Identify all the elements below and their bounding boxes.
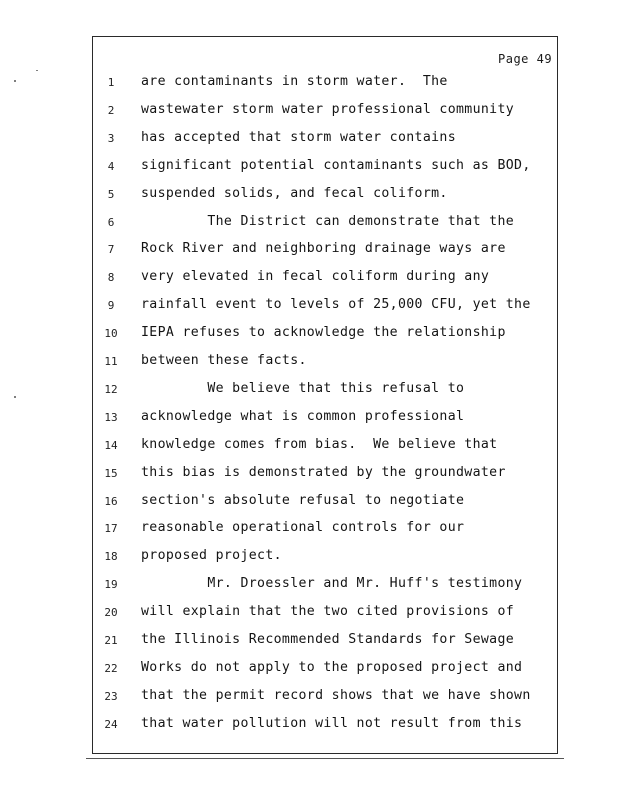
transcript-line <box>0 214 618 234</box>
line-number: 15 <box>104 466 118 480</box>
transcript-line <box>0 158 618 178</box>
transcript-line <box>0 269 618 289</box>
line-number: 19 <box>104 578 118 592</box>
line-number: 20 <box>104 606 118 620</box>
line-text: wastewater storm water professional community <box>141 101 515 117</box>
line-text: We believe that this refusal to <box>141 380 465 396</box>
transcript-line <box>0 632 618 652</box>
line-text: very elevated in fecal coliform during any <box>141 269 490 285</box>
line-text: rainfall event to levels of 25,000 CFU, yet the <box>141 297 531 313</box>
transcript-line <box>0 660 618 680</box>
transcript-line <box>0 74 618 94</box>
line-text: proposed project. <box>141 548 282 564</box>
transcript-line <box>0 548 618 568</box>
transcript-line <box>0 465 618 485</box>
line-text: acknowledge what is common professional <box>141 408 465 424</box>
line-number: 4 <box>107 159 115 173</box>
line-number: 7 <box>107 243 115 257</box>
line-number: 21 <box>104 634 118 647</box>
line-number: 11 <box>104 355 118 368</box>
line-number: 2 <box>107 103 115 117</box>
line-text: has accepted that storm water contains <box>141 129 457 145</box>
transcript-line <box>0 297 618 317</box>
line-number: 9 <box>107 299 115 313</box>
line-number: 17 <box>104 522 118 536</box>
transcript-line <box>0 688 618 708</box>
line-number: 24 <box>104 717 118 731</box>
line-number: 23 <box>104 689 118 703</box>
line-text: Rock River and neighboring drainage ways are <box>141 241 506 257</box>
line-number: 13 <box>104 410 118 424</box>
line-text: between these facts. <box>141 353 307 368</box>
transcript-line <box>0 325 618 345</box>
line-number: 1 <box>107 76 115 89</box>
transcript-line <box>0 716 618 736</box>
line-text: reasonable operational controls for our <box>141 520 465 536</box>
line-text: that the permit record shows that we have shown <box>141 687 531 703</box>
transcript-line <box>0 130 618 150</box>
line-number: 8 <box>107 271 115 285</box>
transcript-line <box>0 241 618 261</box>
line-text: suspended solids, and fecal coliform. <box>141 185 448 201</box>
line-text: that water pollution will not result from this <box>141 715 523 731</box>
line-number: 18 <box>104 550 118 564</box>
line-text: IEPA refuses to acknowledge the relationship <box>141 325 506 341</box>
transcript-line <box>0 493 618 513</box>
transcript-line <box>0 520 618 540</box>
transcript-line <box>0 186 618 206</box>
transcript-line <box>0 576 618 596</box>
line-number: 10 <box>104 327 118 341</box>
line-number: 3 <box>107 131 115 145</box>
transcript-line <box>0 604 618 624</box>
line-text: are contaminants in storm water. The <box>141 74 448 89</box>
line-text: section's absolute refusal to negotiate <box>141 492 465 508</box>
line-text: this bias is demonstrated by the groundwater <box>141 464 506 480</box>
line-text: Mr. Droessler and Mr. Huff's testimony <box>141 576 523 592</box>
line-number: 6 <box>107 215 115 229</box>
page-bottom-rule <box>86 758 564 759</box>
line-number: 22 <box>104 661 118 675</box>
line-number: 12 <box>104 382 118 396</box>
transcript-line <box>0 102 618 122</box>
line-number: 16 <box>104 494 118 508</box>
line-text: knowledge comes from bias. We believe that <box>141 436 498 452</box>
line-text: the Illinois Recommended Standards for Sewage <box>141 632 515 647</box>
transcript-line <box>0 437 618 457</box>
line-text: Works do not apply to the proposed project and <box>141 659 523 675</box>
line-number: 5 <box>107 187 115 201</box>
page-number: Page 49 <box>498 52 553 66</box>
line-number: 14 <box>104 438 118 452</box>
transcript-line <box>0 381 618 401</box>
line-text: The District can demonstrate that the <box>141 213 515 229</box>
transcript-line <box>0 353 618 373</box>
transcript-line <box>0 409 618 429</box>
line-text: will explain that the two cited provisions of <box>141 604 515 620</box>
line-text: significant potential contaminants such as BOD, <box>141 157 531 173</box>
scan-speck <box>36 70 38 71</box>
